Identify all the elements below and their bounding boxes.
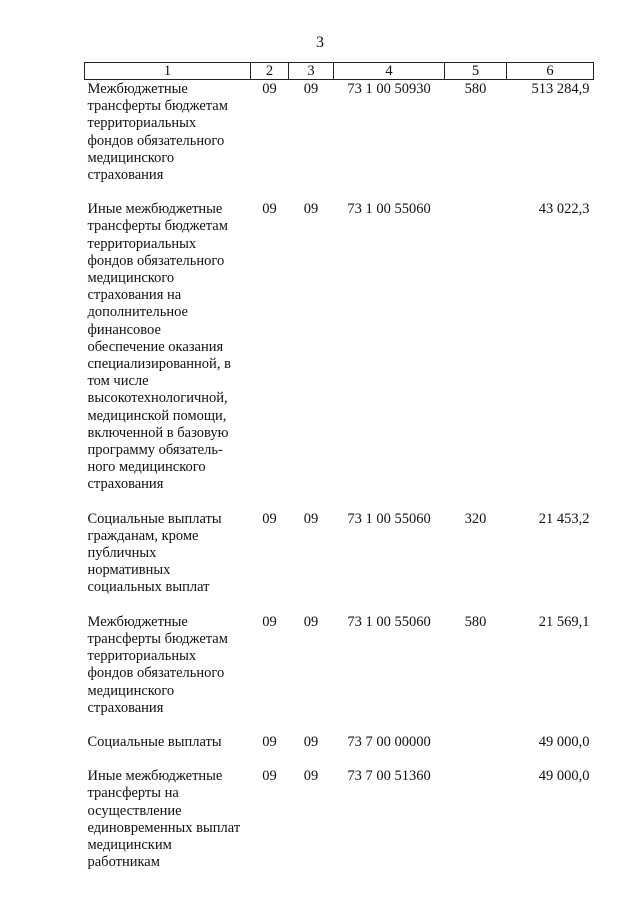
row-name-line: медицинской помощи, (87, 407, 227, 424)
header-col-4: 4 (334, 63, 445, 80)
row-name-line: Межбюджетные (87, 613, 188, 630)
row-name-line: медицинским (87, 836, 172, 853)
header-col-2: 2 (251, 63, 289, 80)
page-number: 3 (316, 34, 324, 51)
row-name-cell (85, 614, 251, 734)
row-subsection-cell: 09 (303, 733, 319, 750)
row-name-line: фондов обязательного (87, 132, 225, 149)
row-amount-cell: 21 569,1 (538, 613, 590, 630)
header-col-3: 3 (289, 63, 334, 80)
row-name-cell (85, 511, 251, 614)
row-name-line: публичных (87, 545, 157, 562)
row-expense-type-cell: 580 (464, 81, 487, 97)
row-target-item-cell: 73 7 00 51360 (347, 768, 431, 785)
row-expense-type-cell (445, 201, 507, 510)
table-row (85, 734, 594, 768)
table-row (85, 511, 594, 614)
table-row (85, 201, 594, 510)
row-section-cell: 09 (262, 510, 277, 527)
row-name-line: дополнительное (87, 304, 188, 321)
table-row (85, 614, 594, 734)
row-name-line: фондов обязательного (87, 252, 225, 269)
row-name-line: Иные межбюджетные (87, 768, 223, 785)
row-name-line: финансовое (87, 321, 161, 338)
row-name-line: трансферты бюджетам (87, 218, 228, 235)
row-subsection-cell: 09 (303, 613, 319, 630)
row-name-line: том числе (87, 373, 149, 390)
row-section-cell: 09 (262, 768, 277, 785)
row-name-line: страхования (87, 167, 164, 184)
row-name-line: нормативных (87, 562, 171, 579)
row-subsection-cell: 09 (303, 201, 319, 218)
row-name-line: работникам (87, 854, 160, 871)
row-name-line: обеспечение оказания (87, 338, 224, 355)
row-name-line: единовременных выплат (87, 819, 241, 836)
row-name-line: трансферты на (87, 785, 179, 802)
row-name-line: медицинского (87, 149, 175, 166)
row-name-line: территориальных (87, 648, 197, 665)
row-name-line: территориальных (87, 235, 197, 252)
row-name-line: медицинского (87, 682, 175, 699)
row-name-line: включенной в базовую (87, 424, 229, 441)
table-row (85, 768, 594, 888)
row-name-line: осуществление (87, 802, 182, 819)
row-target-item-cell: 73 7 00 00000 (347, 733, 431, 750)
row-target-item-cell: 73 1 00 55060 (347, 510, 431, 527)
row-amount-cell: 43 022,3 (538, 201, 590, 218)
row-expense-type-cell: 580 (464, 613, 487, 630)
row-expense-type-cell (445, 768, 507, 888)
row-name-line: специализированной, в (87, 356, 231, 373)
header-col-5: 5 (445, 63, 507, 80)
row-name-line: высокотехнологичной, (87, 390, 228, 407)
row-section-cell: 09 (262, 201, 277, 218)
row-amount-cell: 49 000,0 (538, 768, 590, 785)
row-target-item-cell: 73 1 00 50930 (347, 81, 431, 97)
row-name-cell (85, 734, 251, 768)
table-row (85, 80, 594, 202)
row-subsection-cell: 09 (303, 768, 319, 785)
row-name-line: фондов обязательного (87, 665, 225, 682)
row-name-line: социальных выплат (87, 579, 210, 596)
row-subsection-cell: 09 (303, 81, 319, 97)
row-expense-type-cell (445, 734, 507, 768)
row-name-cell (85, 201, 251, 510)
row-name-line: Иные межбюджетные (87, 201, 223, 218)
row-name-line: трансферты бюджетам (87, 98, 228, 115)
row-name-line: гражданам, кроме (87, 527, 199, 544)
row-name-line: Социальные выплаты (87, 510, 222, 527)
row-amount-cell: 21 453,2 (538, 510, 590, 527)
row-name-line: страхования (87, 699, 164, 716)
row-name-line: Социальные выплаты (87, 733, 222, 750)
header-col-6: 6 (507, 63, 594, 80)
row-section-cell: 09 (262, 81, 277, 97)
row-name-line: трансферты бюджетам (87, 630, 228, 647)
row-name-cell (85, 768, 251, 888)
row-name-line: медицинского (87, 270, 175, 287)
row-name-line: ного медицинского (87, 459, 206, 476)
table-body (85, 80, 594, 889)
row-name-cell (85, 80, 251, 202)
row-target-item-cell: 73 1 00 55060 (347, 201, 431, 218)
row-name-line: страхования (87, 476, 164, 493)
header-col-1: 1 (85, 63, 251, 80)
row-target-item-cell: 73 1 00 55060 (347, 613, 431, 630)
row-name-line: страхования на (87, 287, 182, 304)
row-section-cell: 09 (262, 613, 277, 630)
row-name-line: Межбюджетные (87, 81, 188, 97)
row-subsection-cell: 09 (303, 510, 319, 527)
budget-table (84, 62, 594, 888)
table-header (85, 63, 594, 80)
row-expense-type-cell: 320 (464, 510, 487, 527)
row-name-line: программу обязатель- (87, 442, 223, 459)
row-amount-cell: 49 000,0 (538, 733, 590, 750)
header-row (85, 63, 594, 80)
row-name-line: территориальных (87, 115, 197, 132)
row-section-cell: 09 (262, 733, 277, 750)
row-amount-cell: 513 284,9 (531, 81, 590, 97)
